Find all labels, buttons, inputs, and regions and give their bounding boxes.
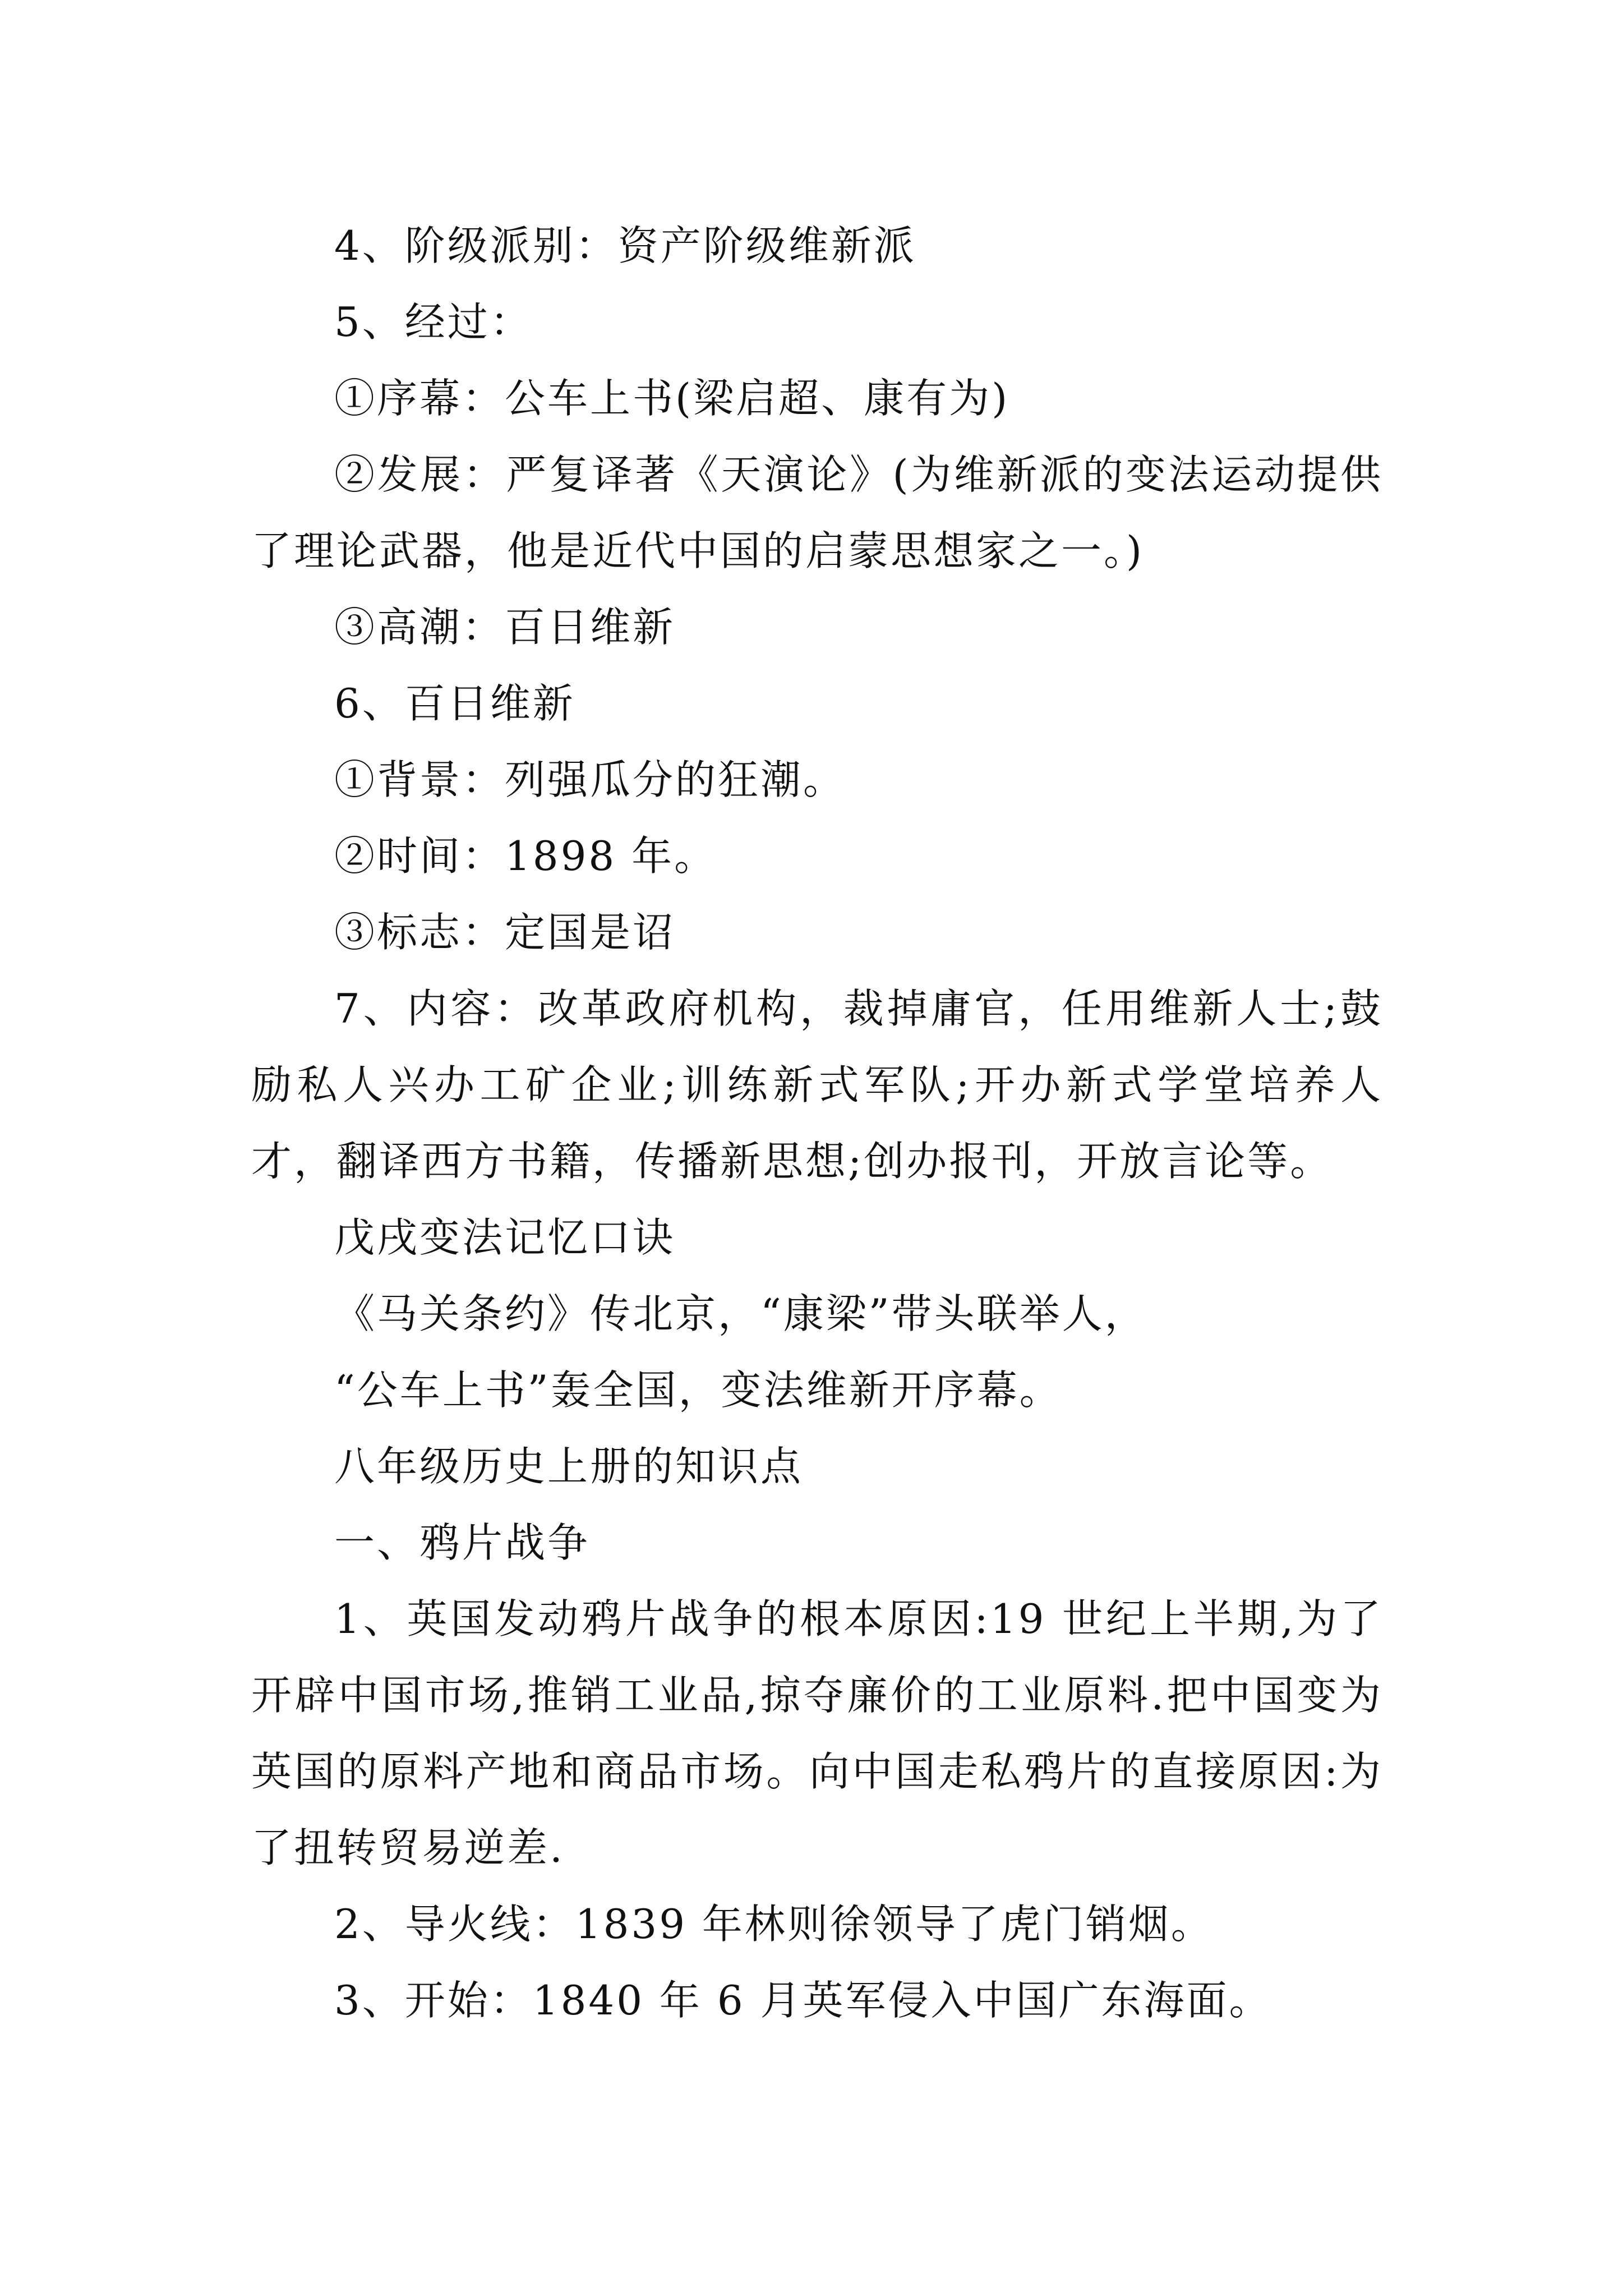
paragraph-climax: ③高潮：百日维新 (334, 604, 676, 651)
paragraph-content: 7、内容：改革政府机构，裁掉庸官，任用维新人士;鼓励私人兴办工矿企业;训练新式军队;开办新式学堂培养人才，翻译西方书籍，传播新思想;创办报刊，开放言论等。 (251, 985, 1383, 1185)
paragraph-class-faction: 4、阶级派别：资产阶级维新派 (334, 222, 916, 269)
paragraph-trigger: 2、导火线：1839 年林则徐领导了虎门销烟。 (334, 1901, 1214, 1948)
paragraph-opium-war-heading: 一、鸦片战争 (334, 1519, 591, 1566)
paragraph-hundred-days-heading: 6、百日维新 (334, 680, 575, 727)
paragraph-development: ②发展：严复译著《天演论》(为维新派的变法运动提供了理论武器，他是近代中国的启蒙思想家之一。) (251, 451, 1383, 574)
paragraph-beginning: 3、开始：1840 年 6 月英军侵入中国广东海面。 (334, 1977, 1272, 2024)
document-body (251, 208, 1383, 2039)
paragraph-mnemonic-line-2: “公车上书”轰全国，变法维新开序幕。 (334, 1366, 1062, 1414)
paragraph-time: ②时间：1898 年。 (334, 832, 717, 880)
paragraph-symbol: ③标志：定国是诏 (334, 909, 676, 956)
paragraph-prelude: ①序幕：公车上书(梁启超、康有为) (334, 375, 1010, 422)
paragraph-root-cause: 1、英国发动鸦片战争的根本原因:19 世纪上半期,为了开辟中国市场,推销工业品,掠夺廉价的工业原料.把中国变为英国的原料产地和商品市场。向中国走私鸦片的直接原因:为了扭转贸易逆差. (251, 1595, 1383, 1871)
paragraph-mnemonic-line-1: 《马关条约》传北京，“康梁”带头联举人， (334, 1290, 1147, 1337)
paragraph-section-title: 八年级历史上册的知识点 (334, 1443, 804, 1490)
paragraph-mnemonic-title: 戊戌变法记忆口诀 (334, 1214, 676, 1261)
paragraph-background: ①背景：列强瓜分的狂潮。 (334, 756, 846, 803)
paragraph-process-heading: 5、经过： (334, 298, 533, 346)
